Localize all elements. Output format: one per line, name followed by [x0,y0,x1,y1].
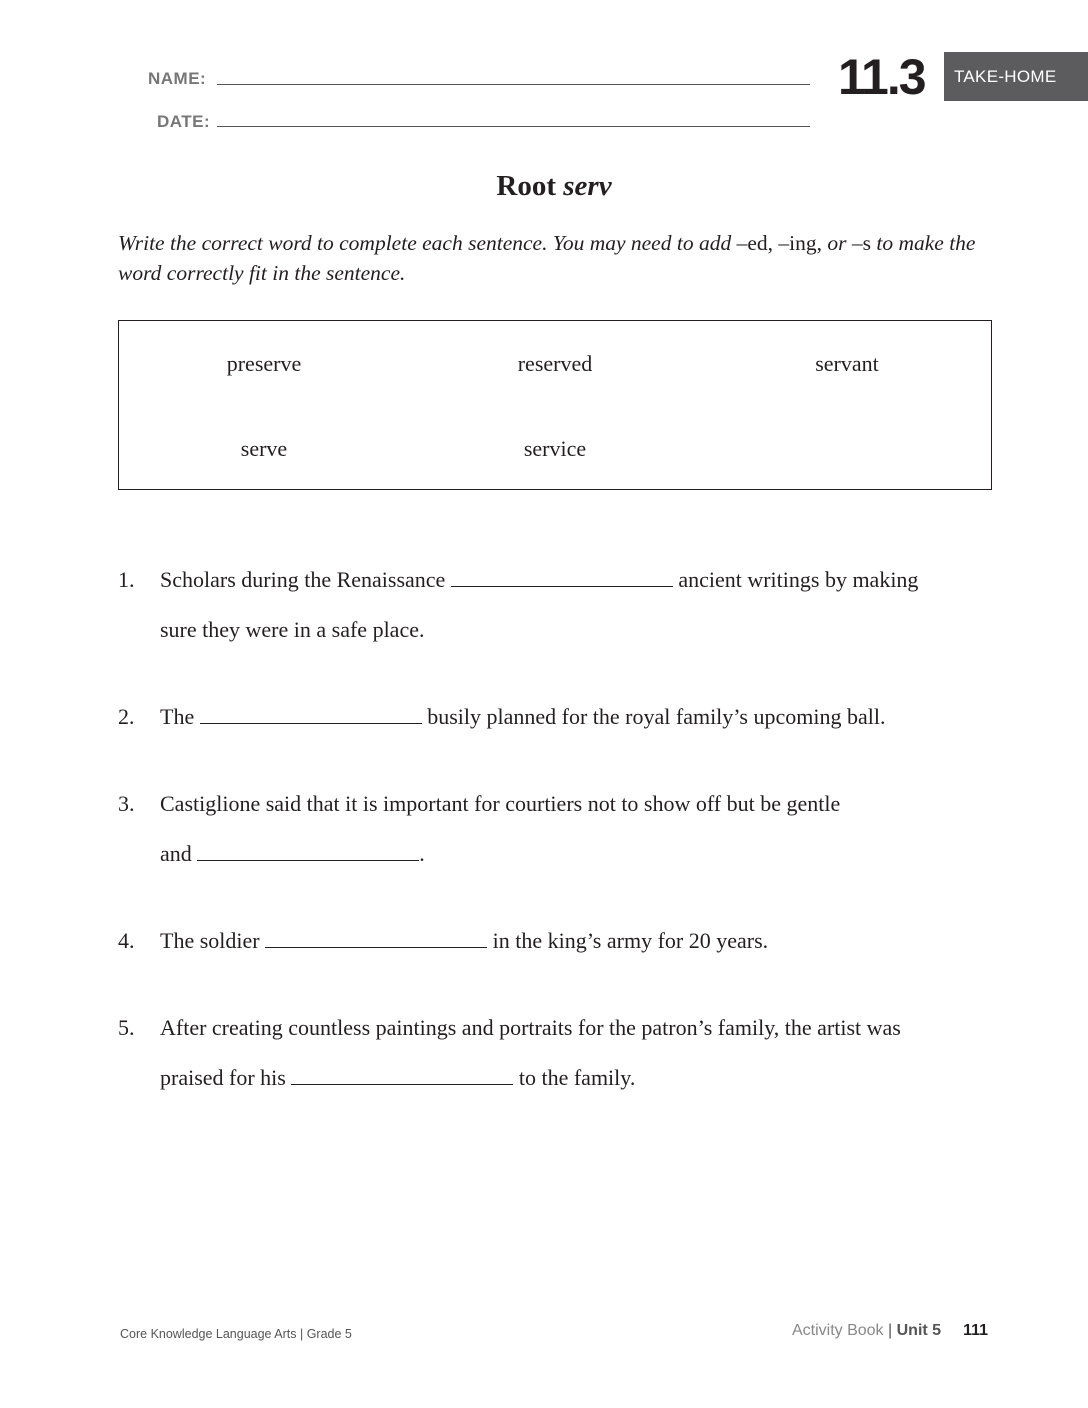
question-text-after: ancient writings by making [672,567,919,592]
answer-blank[interactable] [291,1083,513,1085]
question-text: Castiglione said that it is important for courtiers not to show off but be gentle [160,791,841,816]
name-label: NAME: [148,69,207,88]
suffix-ed: –ed, [736,231,773,255]
question-text-after: in the king’s army for 20 years. [487,928,769,953]
title-root: serv [563,170,612,202]
date-label: DATE: [157,112,211,131]
page-title [0,170,1088,203]
question-text-after: . [419,841,425,866]
suffix-s: –s [851,231,871,255]
question-text-before: Scholars during the Renaissance [160,567,451,592]
question-number: 5. [118,1015,135,1040]
answer-blank[interactable] [451,585,673,587]
question-text: After creating countless paintings and portraits for the patron’s family, the artist was [160,1015,901,1040]
answer-blank[interactable] [197,859,419,861]
question-text [160,555,918,605]
date-field[interactable] [217,126,810,127]
answer-blank[interactable] [265,946,487,948]
footer-unit: Unit 5 [896,1322,942,1339]
title-main: Root [496,170,564,202]
question-text-after: to the family. [513,1065,636,1090]
word-bank-item: serve [240,436,288,461]
question-text-line2: sure they were in a safe place. [160,617,425,642]
question-number: 2. [118,704,135,729]
question-text [160,916,768,966]
question-number: 3. [118,791,135,816]
instructions-text: Write the correct word to complete each sentence. You may need to add [118,231,737,255]
footer-credit: Core Knowledge Language Arts | Grade 5 [120,1327,352,1341]
instructions [118,228,988,288]
name-field[interactable] [217,84,810,85]
lesson-number: 11.3 [838,49,925,105]
suffix-ing: –ing, [773,231,822,255]
word-bank-item: servant [815,351,879,376]
question-text-before: praised for his [160,1065,292,1090]
word-bank-item: preserve [226,351,302,376]
question-text-before: and [160,841,198,866]
question-text-before: The [160,704,200,729]
question-number: 4. [118,928,135,953]
page-number: 111 [963,1322,988,1339]
question-text-line2 [160,1053,635,1103]
footer-separator: | [883,1322,897,1339]
question-text-line2 [160,829,425,879]
word-bank-item: reserved [517,351,593,376]
question-text-after: busily planned for the royal family’s upcoming ball. [421,704,886,729]
question-number: 1. [118,567,135,592]
answer-blank[interactable] [200,722,422,724]
question-text-before: The soldier [160,928,266,953]
instructions-text-end: to make the word correctly fit in the sentence. [118,231,976,285]
footer-book: Activity Book [791,1322,884,1339]
question-text [160,692,885,742]
take-home-badge: TAKE-HOME [944,52,1088,101]
word-bank [118,320,992,490]
footer-page-info [792,1322,988,1340]
instructions-or: or [821,231,852,255]
word-bank-item: service [523,436,587,461]
